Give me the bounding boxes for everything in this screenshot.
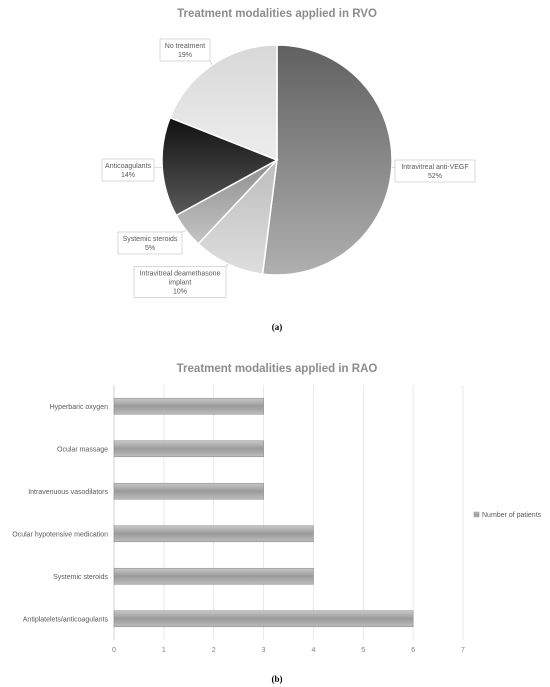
bar-category-label: Antiplatelets/anticoagulants bbox=[22, 616, 108, 624]
pie-percent-label: 10% bbox=[172, 288, 188, 296]
bar bbox=[114, 568, 313, 584]
pie-percent-label: 5% bbox=[144, 245, 156, 252]
pie-slice bbox=[263, 45, 392, 275]
bar-legend bbox=[474, 512, 542, 519]
caption-b: (b) bbox=[271, 674, 283, 684]
pie-category-label: Intravitreal anti-VEGF bbox=[401, 164, 469, 171]
pie-leader-line bbox=[182, 230, 186, 232]
pie-category-label: implant bbox=[168, 279, 192, 287]
x-tick-label: 6 bbox=[411, 647, 416, 654]
bar-category-label: Ocular hypotensive medication bbox=[12, 531, 108, 539]
pie-percent-label: 14% bbox=[120, 172, 136, 179]
x-tick-label: 4 bbox=[311, 647, 316, 654]
x-tick-label: 2 bbox=[211, 647, 216, 654]
legend-swatch bbox=[474, 512, 479, 517]
bar-category-label: Ocular massage bbox=[57, 446, 108, 454]
bar bbox=[114, 398, 264, 414]
pie-percent-label: 19% bbox=[177, 52, 193, 59]
pie-chart bbox=[162, 45, 392, 275]
x-tick-label: 1 bbox=[161, 647, 166, 654]
bar-grid bbox=[114, 385, 463, 640]
bar-category-label: Intravenuous vasodilators bbox=[28, 488, 108, 496]
x-tick-label: 3 bbox=[261, 647, 266, 654]
x-tick-label: 7 bbox=[461, 647, 465, 654]
pie-category-label: Anticoagulants bbox=[105, 163, 151, 170]
bar-title: Treatment modalities applied in RAO bbox=[176, 363, 378, 375]
x-tick-label: 5 bbox=[361, 647, 366, 654]
x-tick-label: 0 bbox=[112, 647, 116, 654]
bar bbox=[114, 611, 413, 627]
pie-category-label: Systemic steroids bbox=[122, 236, 178, 243]
pie-leader-line bbox=[210, 61, 212, 65]
pie-category-label: No treatment bbox=[164, 43, 206, 50]
bar-x-axis bbox=[112, 647, 465, 654]
bar-category-labels bbox=[12, 404, 108, 624]
bar-category-label: Systemic steroids bbox=[53, 573, 108, 581]
pie-percent-label: 52% bbox=[427, 173, 443, 180]
bar bbox=[114, 441, 264, 457]
legend-label: Number of patients bbox=[482, 512, 542, 519]
bar bbox=[114, 483, 264, 499]
bar bbox=[114, 526, 313, 542]
bar-category-label: Hyperbaric oxygen bbox=[49, 403, 108, 411]
pie-title: Treatment modalities applied in RVO bbox=[177, 8, 377, 20]
caption-a: (a) bbox=[271, 322, 283, 332]
pie-category-label: Intravitreal deamethasone bbox=[139, 270, 221, 278]
